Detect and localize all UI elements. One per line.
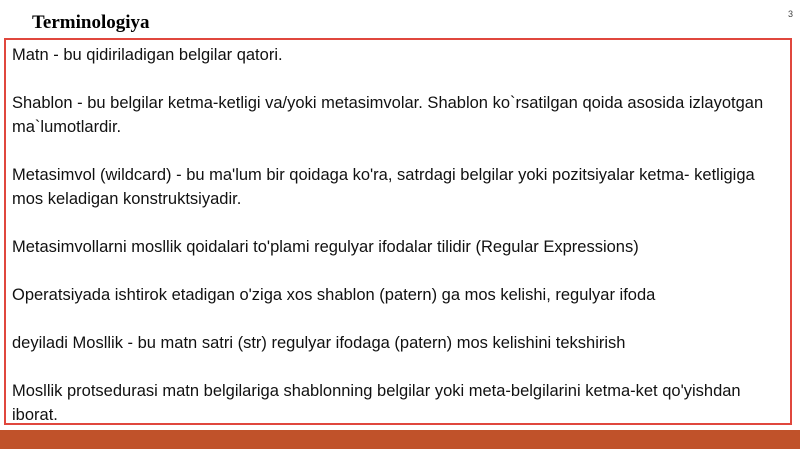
- content-box: [4, 38, 792, 425]
- paragraph-mosllik-protsedurasi: Mosllik protsedurasi matn belgilariga shablonning belgilar yoki meta-belgilarini ketma-ket qo'yishdan iborat.: [12, 382, 741, 424]
- paragraph-operatsiya: Operatsiyada ishtirok etadigan o'ziga xos shablon (patern) ga mos kelishi, regulyar ifoda: [12, 286, 656, 304]
- slide-number: 3: [787, 9, 793, 19]
- paragraph-matn: Matn - bu qidiriladigan belgilar qatori.: [12, 46, 283, 64]
- footer-bar: [0, 430, 800, 449]
- slide-title: Terminologiya: [32, 12, 150, 33]
- paragraph-regular-expressions: Metasimvollarni mosllik qoidalari to'plami regulyar ifodalar tilidir (Regular Expressions): [12, 238, 639, 256]
- paragraph-metasimvol: Metasimvol (wildcard) - bu ma'lum bir qoidaga ko'ra, satrdagi belgilar yoki pozitsiyalar ketma- ketligiga mos keladigan konstruktsiyadir.: [12, 166, 755, 208]
- paragraph-mosllik: deyiladi Mosllik - bu matn satri (str) regulyar ifodaga (patern) mos kelishini tekshirish: [12, 334, 626, 352]
- paragraph-shablon: Shablon - bu belgilar ketma-ketligi va/yoki metasimvolar. Shablon ko`rsatilgan qoida asosida izlayotgan ma`lumotlardir.: [12, 94, 764, 136]
